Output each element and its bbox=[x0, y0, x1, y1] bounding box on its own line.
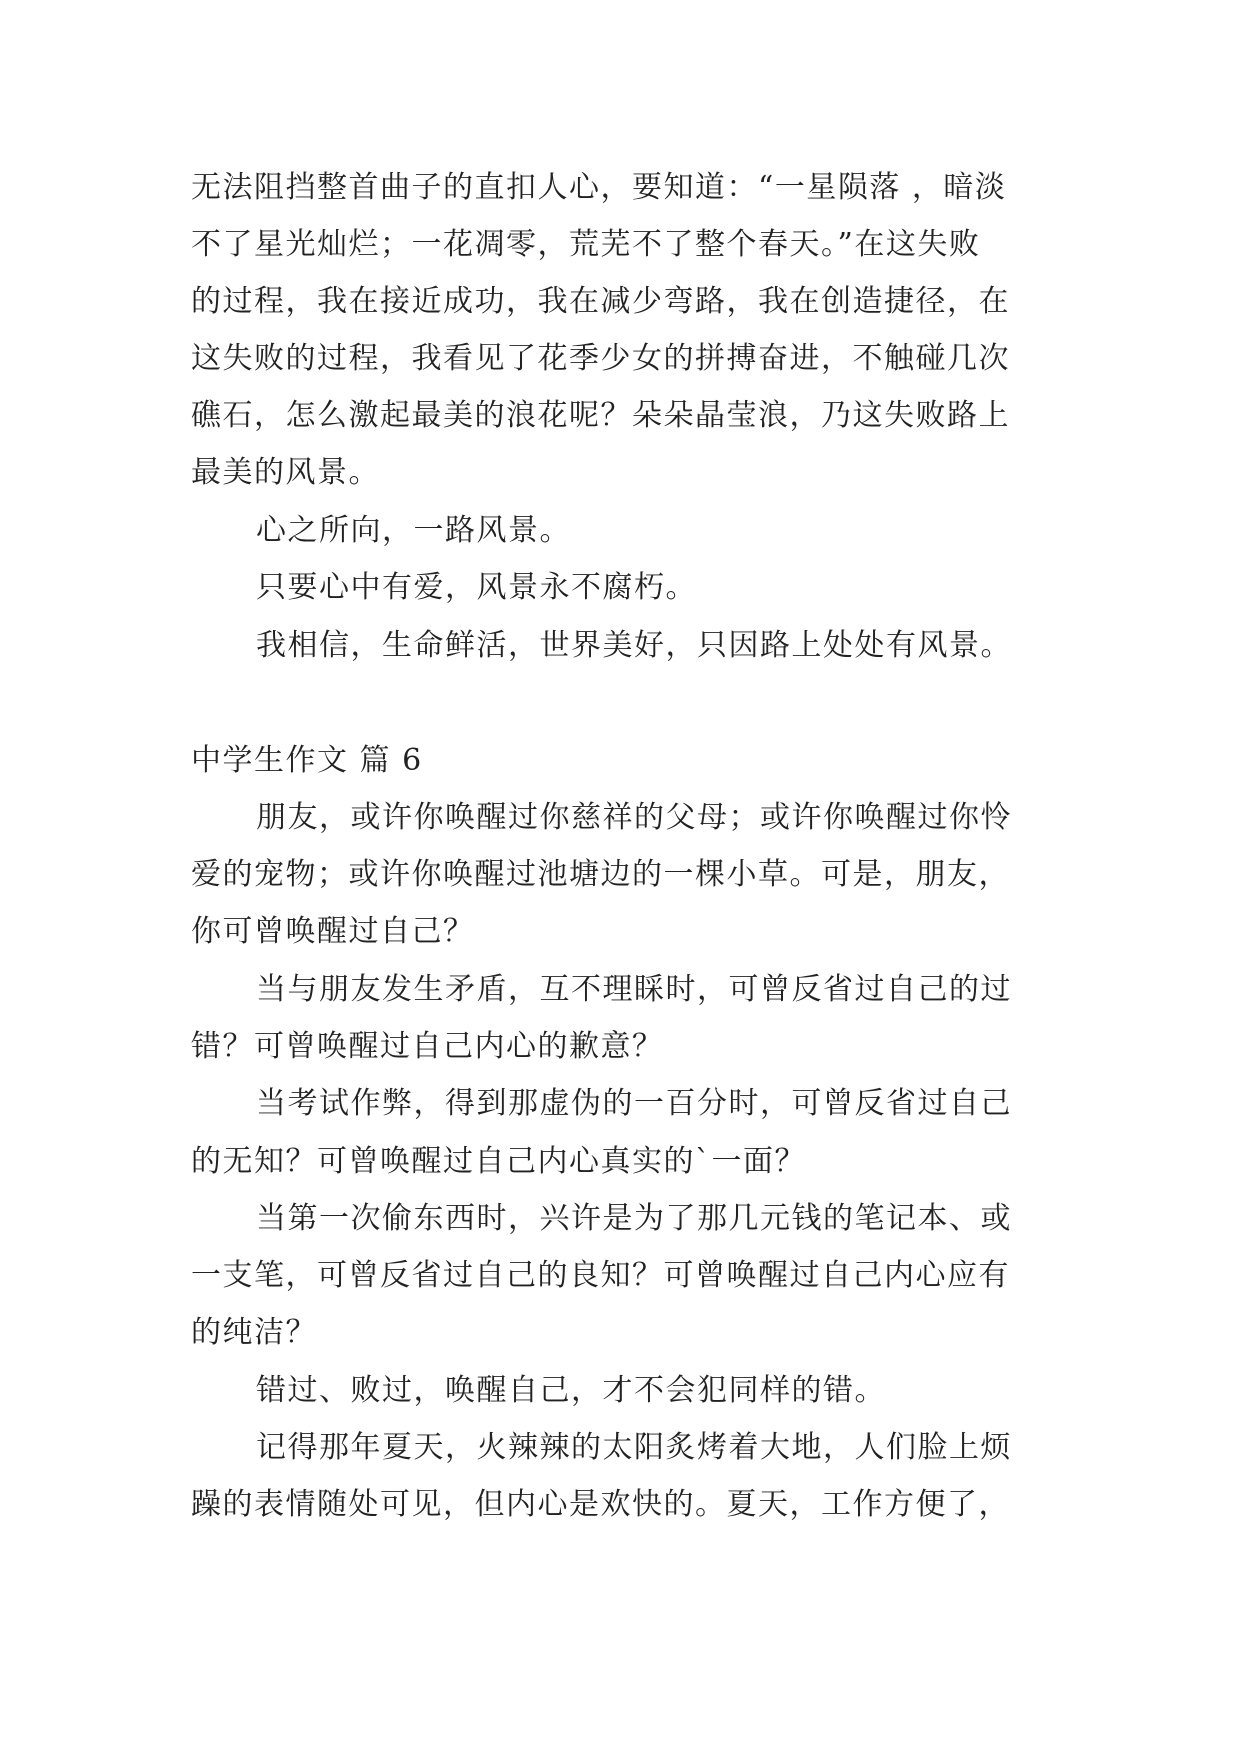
paragraph-line: 最美的风景。 bbox=[191, 455, 380, 490]
paragraph-line: 的纯洁？ bbox=[191, 1315, 317, 1350]
paragraph-line: 躁的表情随处可见，但内心是欢快的。夏天，工作方便了， bbox=[191, 1487, 1010, 1522]
paragraph-line: 错？可曾唤醒过自己内心的歉意？ bbox=[191, 1029, 664, 1064]
paragraph-line: 记得那年夏天，火辣辣的太阳炙烤着大地，人们脸上烦 bbox=[256, 1430, 1012, 1465]
paragraph-line: 朋友，或许你唤醒过你慈祥的父母；或许你唤醒过你怜 bbox=[256, 800, 1012, 835]
paragraph-line: 你可曾唤醒过自己？ bbox=[191, 914, 475, 949]
paragraph-line: 的无知？可曾唤醒过自己内心真实的`一面？ bbox=[191, 1144, 806, 1179]
paragraph-line: 礁石，怎么激起最美的浪花呢？朵朵晶莹浪，乃这失败路上 bbox=[191, 398, 1010, 433]
paragraph-line: 这失败的过程，我看见了花季少女的拼搏奋进，不触碰几次 bbox=[191, 341, 1010, 376]
paragraph-line: 我相信，生命鲜活，世界美好，只因路上处处有风景。 bbox=[256, 628, 1012, 663]
paragraph-line: 爱的宠物；或许你唤醒过池塘边的一棵小草。可是，朋友， bbox=[191, 857, 1010, 892]
paragraph-line: 无法阻挡整首曲子的直扣人心，要知道：“一星陨落 ，暗淡 bbox=[191, 170, 1007, 205]
paragraph-line: 当与朋友发生矛盾，互不理睬时，可曾反省过自己的过 bbox=[256, 972, 1012, 1007]
paragraph-line: 一支笔，可曾反省过自己的良知？可曾唤醒过自己内心应有 bbox=[191, 1258, 1010, 1293]
essay-heading: 中学生作文 篇 6 bbox=[191, 743, 423, 778]
paragraph-line: 的过程，我在接近成功，我在减少弯路，我在创造捷径，在 bbox=[191, 284, 1010, 319]
paragraph-line: 当第一次偷东西时，兴许是为了那几元钱的笔记本、或 bbox=[256, 1201, 1012, 1236]
paragraph-line: 心之所向，一路风景。 bbox=[256, 513, 571, 548]
paragraph-line: 当考试作弊，得到那虚伪的一百分时，可曾反省过自己 bbox=[256, 1086, 1012, 1121]
paragraph-line: 错过、败过，唤醒自己，才不会犯同样的错。 bbox=[256, 1373, 886, 1408]
paragraph-line: 只要心中有爱，风景永不腐朽。 bbox=[256, 570, 697, 605]
paragraph-line: 不了星光灿烂；一花凋零，荒芜不了整个春天。”在这失败 bbox=[191, 227, 981, 262]
